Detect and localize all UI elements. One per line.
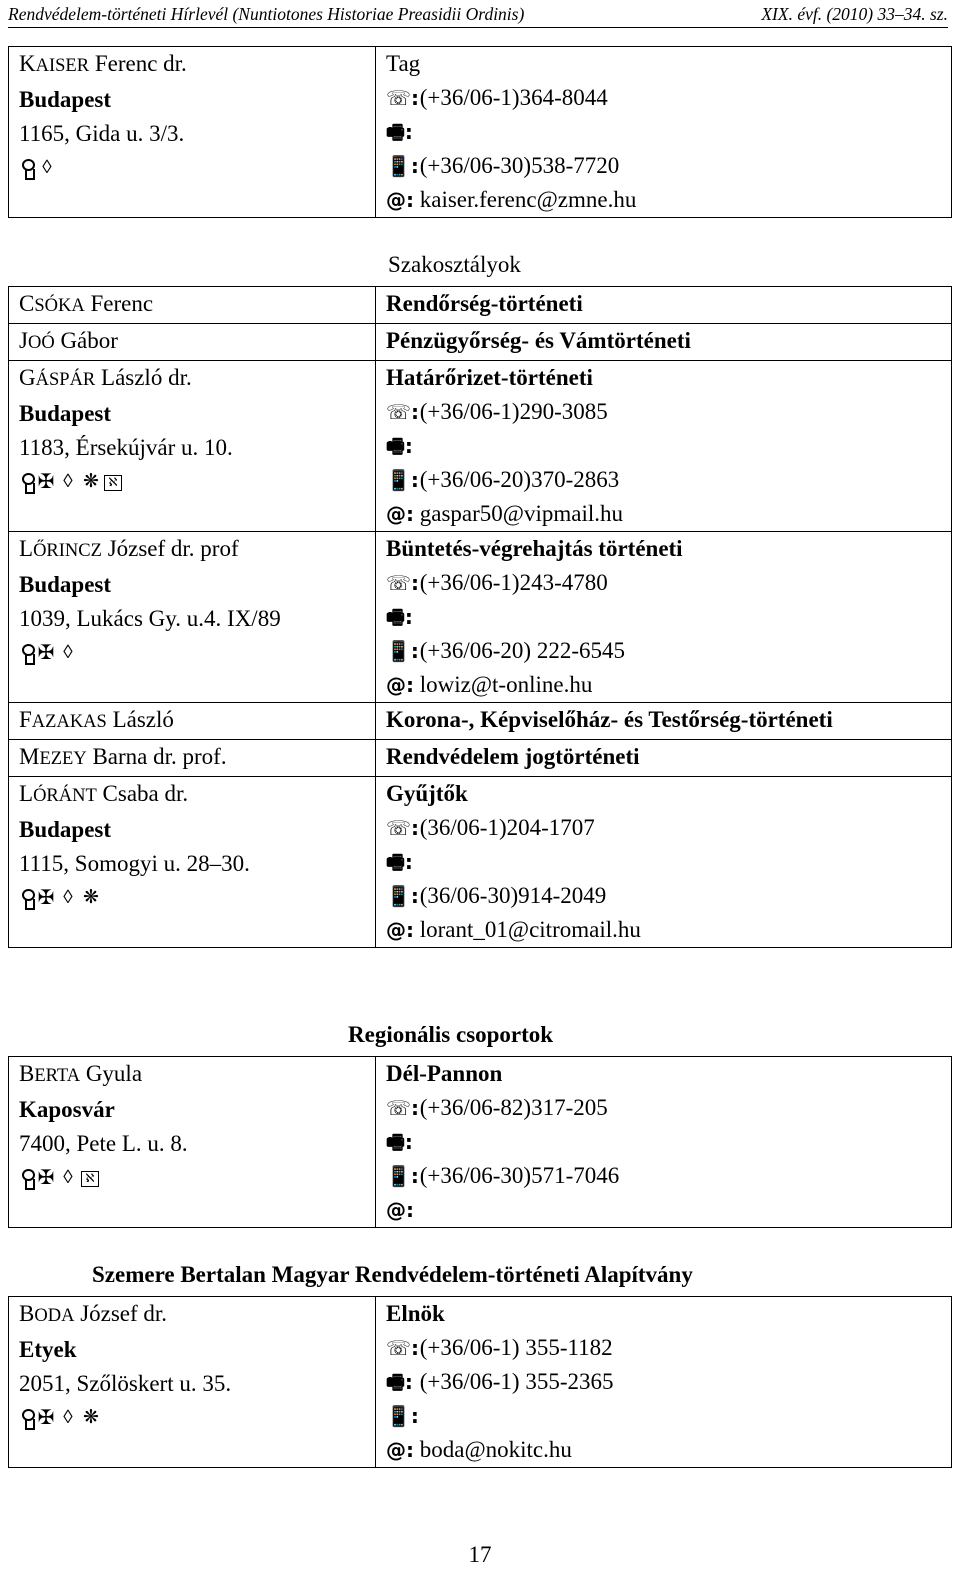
member-icons [19, 1161, 365, 1195]
member-role: Elnök [386, 1301, 445, 1326]
member-name: KAISER Ferenc dr. [19, 51, 187, 76]
member-name: LŐRINCZ József dr. prof [19, 536, 239, 561]
member-city: Budapest [19, 87, 112, 112]
fax-line [386, 1125, 941, 1159]
email-line: @: lowiz@t-online.hu [386, 668, 941, 702]
mobile-icon: 📱: [386, 884, 419, 908]
phone-line: ☏: (+36/06-82)317-205 [386, 1091, 941, 1125]
member-icons [19, 1401, 365, 1435]
dept-hatarorizet: Határőrizet-történeti [386, 365, 593, 390]
diamond-icon: ◊ [63, 1167, 73, 1188]
flower-icon: ❋ [83, 1407, 99, 1428]
member-address: 1039, Lukács Gy. u.4. IX/89 [19, 606, 281, 631]
fax-line [386, 115, 941, 149]
phone-icon: ☏: [386, 1336, 420, 1360]
member-address: 1165, Gida u. 3/3. [19, 121, 185, 146]
lorant-left [9, 777, 376, 948]
diamond-icon: ◊ [63, 1407, 73, 1428]
mobile-icon: 📱: [386, 1164, 419, 1188]
diamond-icon: ◊ [42, 157, 52, 178]
phone-line: ☏: (+36/06-1)243-4780 [386, 566, 941, 600]
joo-left: JOÓ Gábor [9, 324, 376, 361]
member-city: Kaposvár [19, 1097, 115, 1122]
mobile-line [386, 1399, 941, 1433]
member-city: Budapest [19, 817, 112, 842]
fax-icon: 🖷: [386, 434, 413, 458]
key-icon [19, 643, 34, 663]
section-title-regionalis: Regionális csoportok [348, 1022, 554, 1047]
mobile-icon: 📱: [386, 154, 419, 178]
phone-line: ☏: (+36/06-1)364-8044 [386, 81, 941, 115]
lorincz-left [9, 532, 376, 703]
boxed-symbol-icon: ℵ [81, 1171, 99, 1187]
member-name: GÁSPÁR László dr. [19, 365, 192, 390]
email-icon: @: [386, 1198, 414, 1222]
kaiser-right-cell [376, 47, 952, 218]
mobile-icon: 📱: [386, 1404, 419, 1428]
dept-rendorseg: Rendőrség-történeti [376, 287, 952, 324]
kaiser-left-cell [9, 47, 376, 218]
fax-line [386, 845, 941, 879]
lorincz-right [376, 532, 952, 703]
phone-icon: ☏: [386, 1096, 420, 1120]
fax-icon: 🖷: [386, 1370, 413, 1394]
key-icon [19, 1168, 34, 1188]
dept-penzugyorseg: Pénzügyőrség- és Vámtörténeti [376, 324, 952, 361]
phone-icon: ☏: [386, 571, 420, 595]
email-icon: @: [386, 1438, 414, 1462]
region-del-pannon: Dél-Pannon [386, 1061, 503, 1086]
email-line: @: gaspar50@vipmail.hu [386, 497, 941, 531]
running-header [8, 4, 948, 28]
member-address: 7400, Pete L. u. 8. [19, 1131, 188, 1156]
section-title-alapitvany: Szemere Bertalan Magyar Rendvédelem-történeti Alapítvány [92, 1262, 693, 1287]
dept-jogtorteneti: Rendvédelem jogtörténeti [376, 740, 952, 777]
boxed-symbol-icon: ℵ [104, 475, 122, 491]
member-address: 2051, Szőlöskert u. 35. [19, 1371, 232, 1396]
cross-icon: ✠ [37, 1167, 55, 1189]
boda-left [9, 1297, 376, 1468]
member-icons [19, 636, 365, 670]
email-icon: @: [386, 188, 414, 212]
member-city: Budapest [19, 572, 112, 597]
key-icon [19, 888, 34, 908]
issue-info: XIX. évf. (2010) 33–34. sz. [761, 4, 948, 24]
berta-table [8, 1056, 952, 1228]
fazakas-left: FAZAKAS László [9, 703, 376, 740]
diamond-icon: ◊ [63, 471, 73, 492]
berta-left [9, 1057, 376, 1228]
dept-gyujtok: Gyűjtők [386, 781, 468, 806]
fax-icon: 🖷: [386, 850, 413, 874]
szak-table [8, 286, 952, 948]
key-icon [19, 472, 34, 492]
phone-icon: ☏: [386, 816, 420, 840]
fax-icon: 🖷: [386, 1130, 413, 1154]
flower-icon: ❋ [83, 887, 99, 908]
member-role: Tag [386, 51, 421, 76]
phone-icon: ☏: [386, 86, 420, 110]
email-line: @: boda@nokitc.hu [386, 1433, 941, 1467]
cross-icon: ✠ [37, 471, 55, 493]
email-icon: @: [386, 918, 414, 942]
mobile-line: 📱: (+36/06-20) 222-6545 [386, 634, 941, 668]
member-name: BERTA Gyula [19, 1061, 143, 1086]
member-address: 1115, Somogyi u. 28–30. [19, 851, 250, 876]
member-icons [19, 881, 365, 915]
fax-line [386, 429, 941, 463]
phone-line: ☏: (+36/06-1) 355-1182 [386, 1331, 941, 1365]
member-city: Budapest [19, 401, 112, 426]
mobile-line: 📱: (+36/06-20)370-2863 [386, 463, 941, 497]
phone-icon: ☏: [386, 400, 420, 424]
section-title-szakosztalyok: Szakosztályok [388, 252, 521, 277]
email-icon: @: [386, 502, 414, 526]
member-city: Etyek [19, 1337, 77, 1362]
gaspar-right [376, 361, 952, 532]
mobile-line: 📱: (+36/06-30)571-7046 [386, 1159, 941, 1193]
fax-icon: 🖷: [386, 605, 413, 629]
fax-line [386, 600, 941, 634]
dept-buntetes: Büntetés-végrehajtás történeti [386, 536, 683, 561]
member-icons [19, 465, 365, 499]
cross-icon: ✠ [37, 642, 55, 664]
boda-right [376, 1297, 952, 1468]
key-icon [19, 1408, 34, 1428]
mobile-line: 📱: (+36/06-30)538-7720 [386, 149, 941, 183]
fax-icon: 🖷: [386, 120, 413, 144]
key-icon [19, 158, 34, 178]
member-name: LÓRÁNT Csaba dr. [19, 781, 189, 806]
cross-icon: ✠ [37, 1407, 55, 1429]
gaspar-left [9, 361, 376, 532]
flower-icon: ❋ [83, 471, 99, 492]
lorant-right [376, 777, 952, 948]
diamond-icon: ◊ [63, 887, 73, 908]
berta-right [376, 1057, 952, 1228]
diamond-icon: ◊ [63, 642, 73, 663]
cross-icon: ✠ [37, 887, 55, 909]
member-icons [19, 151, 365, 185]
email-line: @: kaiser.ferenc@zmne.hu [386, 183, 941, 217]
phone-line: ☏: (36/06-1)204-1707 [386, 811, 941, 845]
mezey-left: MEZEY Barna dr. prof. [9, 740, 376, 777]
kaiser-table [8, 46, 952, 218]
member-name: BODA József dr. [19, 1301, 168, 1326]
dept-korona: Korona-, Képviselőház- és Testőrség-történeti [376, 703, 952, 740]
email-line: @: lorant_01@citromail.hu [386, 913, 941, 947]
mobile-icon: 📱: [386, 468, 419, 492]
member-address: 1183, Érsekújvár u. 10. [19, 435, 233, 460]
boda-table [8, 1296, 952, 1468]
email-icon: @: [386, 673, 414, 697]
fax-line: 🖷: (+36/06-1) 355-2365 [386, 1365, 941, 1399]
csoka-left: CSÓKA Ferenc [9, 287, 376, 324]
phone-line: ☏: (+36/06-1)290-3085 [386, 395, 941, 429]
mobile-icon: 📱: [386, 639, 419, 663]
page-number: 17 [468, 1542, 492, 1567]
email-line [386, 1193, 941, 1227]
journal-title: Rendvédelem-történeti Hírlevél (Nuntiotones Historiae Preasidii Ordinis) [8, 4, 525, 24]
mobile-line: 📱: (36/06-30)914-2049 [386, 879, 941, 913]
